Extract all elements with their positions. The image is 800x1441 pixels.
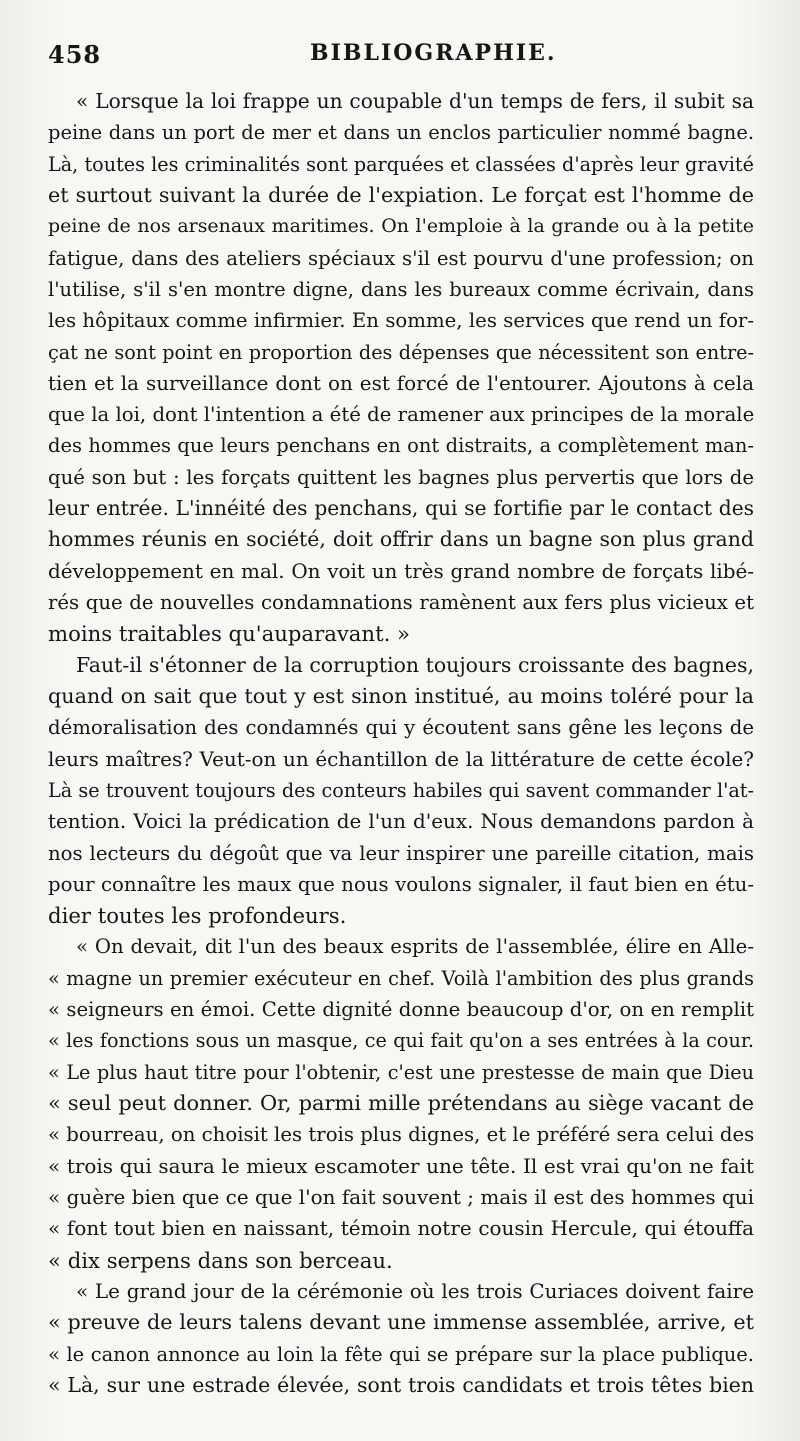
text-line: quand on sait que tout y est sinon institué, au moins toléré pour la xyxy=(48,683,754,708)
text-line: « magne un premier exécuteur en chef. Voilà l'ambition des plus grands xyxy=(48,966,754,990)
text-line: Là, toutes les criminalités sont parquées et classées d'après leur gravité xyxy=(48,152,754,176)
text-line: que la loi, dont l'intention a été de ramener aux principes de la morale xyxy=(48,403,754,427)
text-line: « les fonctions sous un masque, ce qui fait qu'on a ses entrées à la cour. xyxy=(48,1029,754,1053)
text-line: hommes réunis en société, doit offrir dans un bagne son plus grand xyxy=(48,527,754,552)
text-line: tention. Voici la prédication de l'un d'eux. Nous demandons pardon à xyxy=(48,809,754,834)
text-line: « le canon annonce au loin la fête qui se prépare sur la place publique. xyxy=(48,1342,754,1366)
text-line: « On devait, dit l'un des beaux esprits de l'assemblée, élire en Alle- xyxy=(76,935,754,959)
text-line: leurs maîtres? Veut-on un échantillon de la littérature de cette école? xyxy=(48,746,754,771)
text-line: nos lecteurs du dégoût que va leur inspirer une pareille citation, mais xyxy=(48,841,754,865)
text-line: fatigue, dans des ateliers spéciaux s'il est pourvu d'une profession; on xyxy=(48,246,754,270)
text-line: « seul peut donner. Or, parmi mille prétendans au siège vacant de xyxy=(48,1091,754,1115)
text-line: « Le grand jour de la cérémonie où les trois Curiaces doivent faire xyxy=(76,1278,754,1303)
text-line: dier toutes les profondeurs. xyxy=(48,903,347,929)
text-line: Là se trouvent toujours des conteurs habiles qui savent commander l'at- xyxy=(48,778,754,802)
text-line: « font tout bien en naissant, témoin notre cousin Hercule, qui étouffa xyxy=(48,1216,754,1241)
text-line: les hôpitaux comme infirmier. En somme, les services que rend un for- xyxy=(48,309,754,333)
body-text xyxy=(48,86,754,1401)
text-line: pour connaître les maux que nous voulons signaler, il faut bien en étu- xyxy=(48,872,754,896)
text-line: qué son but : les forçats quittent les bagnes plus pervertis que lors de xyxy=(48,465,754,489)
text-line: moins traitables qu'auparavant. » xyxy=(48,621,411,647)
text-line: l'utilise, s'il s'en montre digne, dans les bureaux comme écrivain, dans xyxy=(48,277,754,301)
text-line: rés que de nouvelles condamnations ramènent aux fers plus vicieux et xyxy=(48,591,754,614)
text-line: « seigneurs en émoi. Cette dignité donne beaucoup d'or, on en remplit xyxy=(48,998,754,1022)
text-line: « Lorsque la loi frappe un coupable d'un temps de fers, il subit sa xyxy=(76,89,754,113)
text-line: leur entrée. L'innéité des penchans, qui se fortifie par le contact des xyxy=(48,496,754,521)
running-title: BIBLIOGRAPHIE. xyxy=(310,40,557,66)
text-line: çat ne sont point en proportion des dépenses que nécessitent son entre- xyxy=(48,340,754,364)
text-line: « guère bien que ce que l'on fait souvent ; mais il est des hommes qui xyxy=(48,1184,754,1209)
text-line: peine dans un port de mer et dans un enclos particulier nommé bagne. xyxy=(48,121,754,145)
text-line: et surtout suivant la durée de l'expiation. Le forçat est l'homme de xyxy=(48,182,754,207)
text-line: peine de nos arsenaux maritimes. On l'emploie à la grande ou à la petite xyxy=(48,215,754,238)
text-line: « bourreau, on choisit les trois plus dignes, et le préféré sera celui des xyxy=(48,1123,754,1147)
running-head xyxy=(48,40,756,74)
text-line: « preuve de leurs talens devant une immense assemblée, arrive, et xyxy=(48,1310,754,1335)
text-line: des hommes que leurs penchans en ont distraits, a complètement man- xyxy=(48,434,754,458)
text-line: « trois qui saura le mieux escamoter une tête. Il est vrai qu'on ne fait xyxy=(48,1153,754,1178)
text-line: « dix serpens dans son berceau. xyxy=(48,1247,393,1273)
text-line: démoralisation des condamnés qui y écoutent sans gêne les leçons de xyxy=(48,716,754,740)
text-line: tien et la surveillance dont on est forcé de l'entourer. Ajoutons à cela xyxy=(48,370,754,395)
page-number: 458 xyxy=(48,40,102,69)
text-line: développement en mal. On voit un très grand nombre de forçats libé- xyxy=(48,558,754,583)
text-line: « Là, sur une estrade élevée, sont trois candidats et trois têtes bien xyxy=(48,1372,754,1397)
text-line: Faut-il s'étonner de la corruption toujours croissante des bagnes, xyxy=(76,652,754,677)
text-line: « Le plus haut titre pour l'obtenir, c'est une prestesse de main que Dieu xyxy=(48,1060,754,1084)
